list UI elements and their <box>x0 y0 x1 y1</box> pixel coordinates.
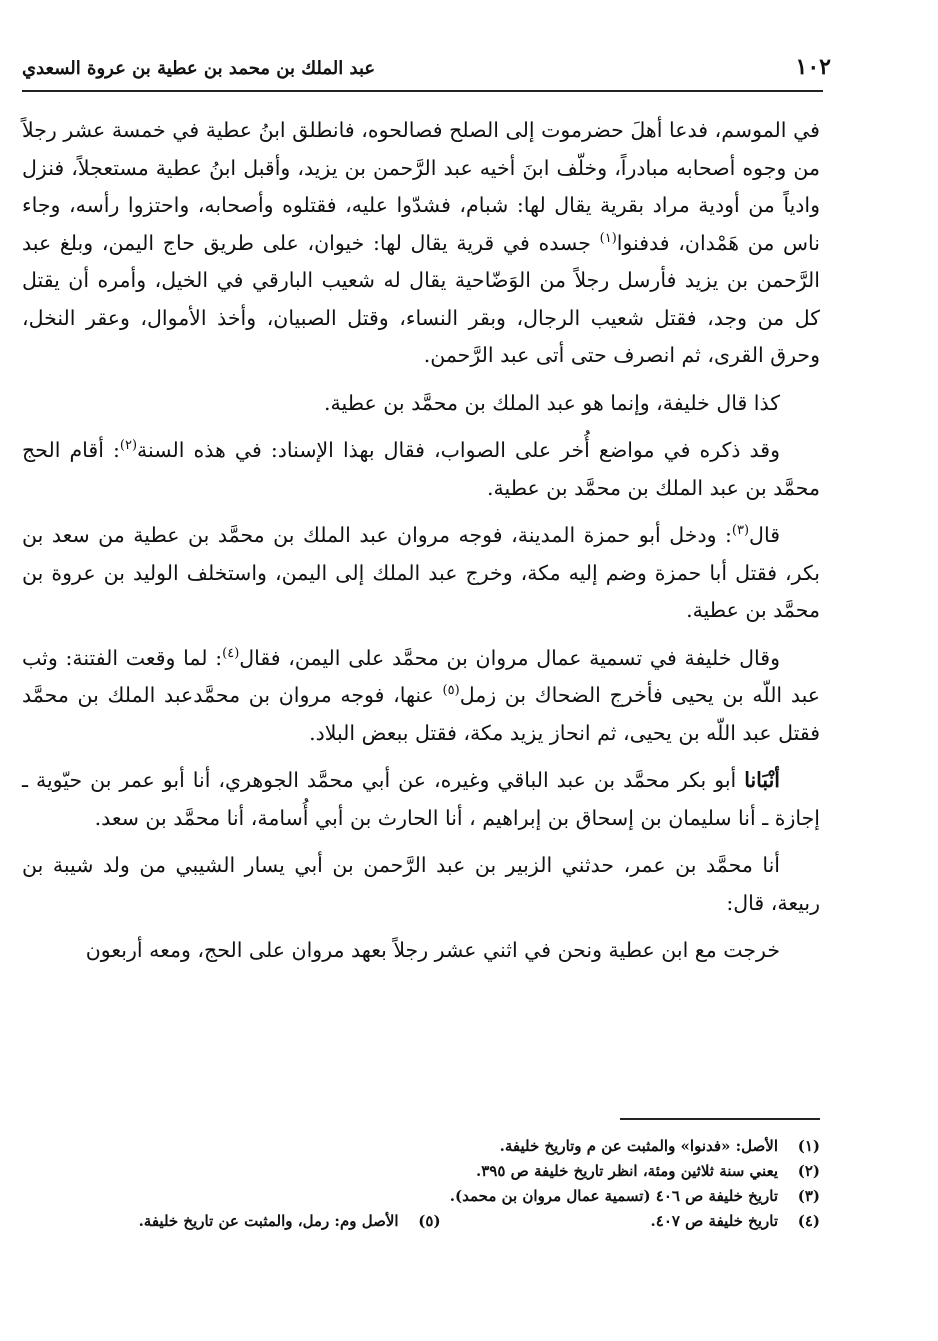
footnote-ref-3: (٣) <box>731 523 750 539</box>
footnote-row-4-5 <box>22 1209 820 1234</box>
footnote-1 <box>22 1134 820 1159</box>
paragraph-7: أنا محمَّد بن عمر، حدثني الزبير بن عبد الرَّحمن بن أبي يسار الشيبي من ولد شيبة بن ربيعة، قال: <box>22 853 820 915</box>
main-text <box>22 112 820 980</box>
paragraph-5-part-1: وقال خليفة في تسمية عمال مروان بن محمَّد على اليمن، فقال <box>239 645 780 670</box>
paragraph-3-part-2: : أقام الحج محمَّد بن عبد الملك بن محمَّد بن عطية. <box>22 438 820 500</box>
footnote-3-number: (٣) <box>797 1187 820 1205</box>
isnad-lead-word: أنْبَانا <box>744 768 780 792</box>
paragraph-4 <box>22 517 820 630</box>
footnotes <box>22 1134 820 1234</box>
paragraph-1 <box>22 112 820 375</box>
footnote-2-text: يعني سنة ثلاثين ومئة، انظر تاريخ خليفة ص ٣٩٥. <box>476 1162 778 1180</box>
footnote-ref-1: (١) <box>599 230 617 246</box>
paragraph-6 <box>22 762 820 837</box>
footnote-5-text: الأصل وم: رمل، والمثبت عن تاريخ خليفة. <box>138 1212 399 1230</box>
paragraph-5-part-3: عنها، فوجه مروان بن محمَّدعبد الملك بن محمَّد فقتل عبد اللّه بن يحيى، ثم انحاز يزيد مكة، فقتل ببعض البلاد. <box>22 683 820 745</box>
footnote-divider <box>620 1118 820 1120</box>
footnote-ref-5: (٥) <box>442 683 460 699</box>
footnote-5-number: (٥) <box>418 1212 441 1230</box>
footnote-2 <box>22 1159 820 1184</box>
footnote-3 <box>22 1184 820 1209</box>
page-number: ١٠٢ <box>795 54 831 80</box>
footnote-2-number: (٢) <box>797 1162 820 1180</box>
paragraph-5 <box>22 640 820 753</box>
running-title: عبد الملك بن محمد بن عطية بن عروة السعدي <box>22 58 376 79</box>
paragraph-5-part-2: : لما وقعت الفتنة: وثب عبد اللّه بن يحيى فأخرج الضحاك بن زمل <box>22 645 820 707</box>
footnote-ref-2: (٢) <box>119 438 138 454</box>
footnote-4-number: (٤) <box>797 1212 820 1230</box>
footnote-1-number: (١) <box>797 1137 820 1155</box>
paragraph-4-part-2: : ودخل أبو حمزة المدينة، فوجه مروان عبد الملك بن محمَّد بن عطية من سعد بن بكر، فقتل أبا حمزة وضم إليه مكة، وخرج عبد الملك إلى اليمن، واستخلف الوليد بن عروة بن محمَّد بن عطية. <box>22 523 820 622</box>
paragraph-1-part-2: جسده في قرية يقال لها: خيوان، على طريق حاج اليمن، وبلغ عبد الرَّحمن بن يزيد فأرسل رجلاً من الوَضّاحية يقال له شعيب البارقي في الخيل، وأمره أن يقتل كل من وجد، فقتل شعيب الرجال، وبقر النساء، وقتل الصبيان، وأخذ الأموال، وعقر النخل، وحرق القرى، ثم انصرف حتى أتى عبد الرَّحمن. <box>22 230 820 367</box>
footnote-5 <box>139 1209 441 1234</box>
paragraph-3-part-1: وقد ذكره في مواضع أُخر على الصواب، فقال بهذا الإسناد: في هذه السنة <box>137 438 781 462</box>
paragraph-3 <box>22 432 820 507</box>
paragraph-4-part-1: قال <box>749 523 780 547</box>
footnote-ref-4: (٤) <box>222 645 240 661</box>
footnote-4 <box>651 1209 820 1234</box>
footnote-1-text: الأصل: «فدنوا» والمثبت عن م وتاريخ خليفة. <box>499 1137 778 1155</box>
footnote-3-text: تاريخ خليفة ص ٤٠٦ (تسمية عمال مروان بن محمد). <box>449 1187 778 1205</box>
paragraph-6-text: أبو بكر محمَّد بن عبد الباقي وغيره، عن أبي محمَّد الجوهري، أنا أبو عمر بن حيّوية ـ إجازة ـ أنا سليمان بن إسحاق بن إبراهيم ، أنا الحارث بن أبي أُسامة، أنا محمَّد بن سعد. <box>22 768 820 830</box>
paragraph-2: كذا قال خليفة، وإنما هو عبد الملك بن محمَّد بن عطية. <box>324 390 780 415</box>
paragraph-1-part-1: في الموسم، فدعا أهلَ حضرموت إلى الصلح فصالحوه، فانطلق ابنُ عطية في خمسة عشر رجلاً من وجوه أصحابه مبادراً، وخلّف ابنَ أخيه عبد الرَّحمن بن يزيد، وأقبل ابنُ عطية مستعجلاً، فنزل وادياً من أودية مراد بقرية يقال لها: شبام، فشدّوا عليه، فقتلوه وأصحابه، واحتزوا رأسه، وجاء ناس من هَمْدان، فدفنوا <box>22 118 821 255</box>
page-header <box>22 50 831 92</box>
footnote-4-text: تاريخ خليفة ص ٤٠٧. <box>650 1212 778 1230</box>
paragraph-8: خرجت مع ابن عطية ونحن في اثني عشر رجلاً بعهد مروان على الحج، ومعه أربعون <box>85 938 780 962</box>
